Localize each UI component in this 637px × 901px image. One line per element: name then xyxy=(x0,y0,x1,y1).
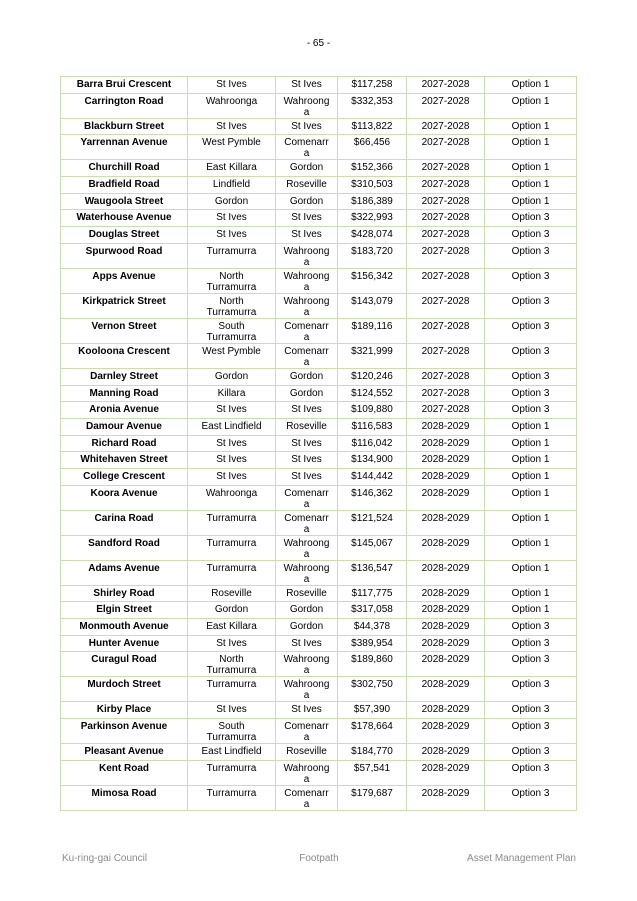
road-name-cell: Hunter Avenue xyxy=(61,635,188,652)
area-cell: Gordon xyxy=(276,602,338,619)
cost-cell: $156,342 xyxy=(338,268,407,293)
table-row xyxy=(61,760,577,785)
table-row xyxy=(61,160,577,177)
option-cell: Option 1 xyxy=(485,602,577,619)
road-name-cell: Yarrennan Avenue xyxy=(61,135,188,160)
year-cell: 2028-2029 xyxy=(407,535,485,560)
year-cell: 2028-2029 xyxy=(407,510,485,535)
road-name-cell: Curagul Road xyxy=(61,652,188,677)
table-row xyxy=(61,268,577,293)
option-cell: Option 1 xyxy=(485,485,577,510)
cost-cell: $332,353 xyxy=(338,93,407,118)
footer-document-title: Asset Management Plan xyxy=(467,853,576,864)
table-row xyxy=(61,535,577,560)
year-cell: 2028-2029 xyxy=(407,652,485,677)
option-cell: Option 3 xyxy=(485,760,577,785)
table-row xyxy=(61,560,577,585)
cost-cell: $136,547 xyxy=(338,560,407,585)
table-row xyxy=(61,243,577,268)
cost-cell: $57,390 xyxy=(338,702,407,719)
table-row xyxy=(61,468,577,485)
option-cell: Option 1 xyxy=(485,452,577,469)
suburb-cell: Turramurra xyxy=(188,677,276,702)
year-cell: 2027-2028 xyxy=(407,343,485,368)
area-cell: Gordon xyxy=(276,619,338,636)
cost-cell: $189,860 xyxy=(338,652,407,677)
suburb-cell: East Lindfield xyxy=(188,418,276,435)
option-cell: Option 3 xyxy=(485,719,577,744)
year-cell: 2027-2028 xyxy=(407,118,485,135)
suburb-cell: East Lindfield xyxy=(188,744,276,761)
suburb-cell: Turramurra xyxy=(188,510,276,535)
table-row xyxy=(61,402,577,419)
option-cell: Option 3 xyxy=(485,702,577,719)
option-cell: Option 3 xyxy=(485,619,577,636)
cost-cell: $389,954 xyxy=(338,635,407,652)
area-cell: St Ives xyxy=(276,452,338,469)
cost-cell: $183,720 xyxy=(338,243,407,268)
option-cell: Option 3 xyxy=(485,227,577,244)
area-cell: Gordon xyxy=(276,385,338,402)
road-name-cell: Churchill Road xyxy=(61,160,188,177)
option-cell: Option 3 xyxy=(485,744,577,761)
road-name-cell: Kooloona Crescent xyxy=(61,343,188,368)
road-name-cell: Kirby Place xyxy=(61,702,188,719)
suburb-cell: Turramurra xyxy=(188,785,276,810)
cost-cell: $117,775 xyxy=(338,585,407,602)
option-cell: Option 1 xyxy=(485,193,577,210)
year-cell: 2028-2029 xyxy=(407,585,485,602)
area-cell: Roseville xyxy=(276,177,338,194)
year-cell: 2028-2029 xyxy=(407,485,485,510)
area-cell: St Ives xyxy=(276,77,338,94)
option-cell: Option 1 xyxy=(485,585,577,602)
area-cell: Comenarr a xyxy=(276,343,338,368)
page-number: - 65 - xyxy=(306,38,331,49)
road-name-cell: Kirkpatrick Street xyxy=(61,293,188,318)
year-cell: 2027-2028 xyxy=(407,77,485,94)
option-cell: Option 3 xyxy=(485,293,577,318)
year-cell: 2027-2028 xyxy=(407,135,485,160)
road-name-cell: Elgin Street xyxy=(61,602,188,619)
road-name-cell: Whitehaven Street xyxy=(61,452,188,469)
area-cell: Wahroong a xyxy=(276,677,338,702)
area-cell: Gordon xyxy=(276,193,338,210)
area-cell: Wahroong a xyxy=(276,560,338,585)
table-row xyxy=(61,585,577,602)
area-cell: St Ives xyxy=(276,435,338,452)
table-row xyxy=(61,635,577,652)
suburb-cell: Gordon xyxy=(188,193,276,210)
road-name-cell: Murdoch Street xyxy=(61,677,188,702)
option-cell: Option 3 xyxy=(485,635,577,652)
table-row xyxy=(61,602,577,619)
area-cell: Wahroong a xyxy=(276,652,338,677)
table-row xyxy=(61,177,577,194)
area-cell: Wahroong a xyxy=(276,243,338,268)
table-row xyxy=(61,368,577,385)
road-name-cell: Mimosa Road xyxy=(61,785,188,810)
road-name-cell: Vernon Street xyxy=(61,318,188,343)
road-name-cell: Carrington Road xyxy=(61,93,188,118)
area-cell: Comenarr a xyxy=(276,510,338,535)
option-cell: Option 3 xyxy=(485,210,577,227)
cost-cell: $428,074 xyxy=(338,227,407,244)
cost-cell: $124,552 xyxy=(338,385,407,402)
cost-cell: $44,378 xyxy=(338,619,407,636)
cost-cell: $179,687 xyxy=(338,785,407,810)
table-row xyxy=(61,118,577,135)
road-name-cell: Shirley Road xyxy=(61,585,188,602)
cost-cell: $186,389 xyxy=(338,193,407,210)
area-cell: Comenarr a xyxy=(276,485,338,510)
cost-cell: $144,442 xyxy=(338,468,407,485)
suburb-cell: Killara xyxy=(188,385,276,402)
table-row xyxy=(61,744,577,761)
year-cell: 2027-2028 xyxy=(407,160,485,177)
option-cell: Option 3 xyxy=(485,243,577,268)
suburb-cell: St Ives xyxy=(188,118,276,135)
year-cell: 2027-2028 xyxy=(407,318,485,343)
road-name-cell: Koora Avenue xyxy=(61,485,188,510)
year-cell: 2028-2029 xyxy=(407,760,485,785)
road-name-cell: Barra Brui Crescent xyxy=(61,77,188,94)
year-cell: 2028-2029 xyxy=(407,702,485,719)
year-cell: 2027-2028 xyxy=(407,243,485,268)
table-row xyxy=(61,702,577,719)
table-row xyxy=(61,193,577,210)
cost-cell: $310,503 xyxy=(338,177,407,194)
road-name-cell: College Crescent xyxy=(61,468,188,485)
table-row xyxy=(61,677,577,702)
road-name-cell: Spurwood Road xyxy=(61,243,188,268)
road-name-cell: Richard Road xyxy=(61,435,188,452)
road-name-cell: Douglas Street xyxy=(61,227,188,244)
option-cell: Option 3 xyxy=(485,385,577,402)
table-row xyxy=(61,318,577,343)
year-cell: 2027-2028 xyxy=(407,177,485,194)
suburb-cell: St Ives xyxy=(188,635,276,652)
option-cell: Option 1 xyxy=(485,77,577,94)
road-name-cell: Manning Road xyxy=(61,385,188,402)
year-cell: 2027-2028 xyxy=(407,385,485,402)
road-name-cell: Damour Avenue xyxy=(61,418,188,435)
suburb-cell: Wahroonga xyxy=(188,93,276,118)
table-row xyxy=(61,210,577,227)
year-cell: 2028-2029 xyxy=(407,635,485,652)
cost-cell: $57,541 xyxy=(338,760,407,785)
area-cell: Comenarr a xyxy=(276,318,338,343)
year-cell: 2028-2029 xyxy=(407,418,485,435)
area-cell: Gordon xyxy=(276,368,338,385)
cost-cell: $143,079 xyxy=(338,293,407,318)
table-row xyxy=(61,510,577,535)
year-cell: 2028-2029 xyxy=(407,677,485,702)
year-cell: 2027-2028 xyxy=(407,368,485,385)
area-cell: St Ives xyxy=(276,468,338,485)
cost-cell: $145,067 xyxy=(338,535,407,560)
option-cell: Option 1 xyxy=(485,118,577,135)
area-cell: Roseville xyxy=(276,744,338,761)
option-cell: Option 3 xyxy=(485,402,577,419)
cost-cell: $146,362 xyxy=(338,485,407,510)
area-cell: Comenarr a xyxy=(276,719,338,744)
cost-cell: $116,583 xyxy=(338,418,407,435)
cost-cell: $321,999 xyxy=(338,343,407,368)
year-cell: 2027-2028 xyxy=(407,193,485,210)
suburb-cell: Turramurra xyxy=(188,560,276,585)
area-cell: St Ives xyxy=(276,702,338,719)
cost-cell: $134,900 xyxy=(338,452,407,469)
road-name-cell: Waugoola Street xyxy=(61,193,188,210)
year-cell: 2027-2028 xyxy=(407,227,485,244)
suburb-cell: St Ives xyxy=(188,77,276,94)
suburb-cell: North Turramurra xyxy=(188,652,276,677)
table-row xyxy=(61,418,577,435)
table-row xyxy=(61,619,577,636)
suburb-cell: West Pymble xyxy=(188,135,276,160)
suburb-cell: East Killara xyxy=(188,619,276,636)
table-row xyxy=(61,385,577,402)
road-name-cell: Bradfield Road xyxy=(61,177,188,194)
suburb-cell: St Ives xyxy=(188,435,276,452)
suburb-cell: East Killara xyxy=(188,160,276,177)
cost-cell: $189,116 xyxy=(338,318,407,343)
option-cell: Option 3 xyxy=(485,785,577,810)
road-name-cell: Sandford Road xyxy=(61,535,188,560)
suburb-cell: South Turramurra xyxy=(188,318,276,343)
suburb-cell: Lindfield xyxy=(188,177,276,194)
suburb-cell: Wahroonga xyxy=(188,485,276,510)
table-row xyxy=(61,485,577,510)
option-cell: Option 1 xyxy=(485,177,577,194)
area-cell: St Ives xyxy=(276,402,338,419)
option-cell: Option 1 xyxy=(485,560,577,585)
area-cell: St Ives xyxy=(276,635,338,652)
table-row xyxy=(61,652,577,677)
table-row xyxy=(61,435,577,452)
area-cell: Roseville xyxy=(276,418,338,435)
cost-cell: $117,258 xyxy=(338,77,407,94)
area-cell: Wahroong a xyxy=(276,293,338,318)
option-cell: Option 3 xyxy=(485,677,577,702)
suburb-cell: South Turramurra xyxy=(188,719,276,744)
area-cell: St Ives xyxy=(276,210,338,227)
year-cell: 2028-2029 xyxy=(407,719,485,744)
area-cell: Comenarr a xyxy=(276,785,338,810)
year-cell: 2028-2029 xyxy=(407,468,485,485)
road-name-cell: Carina Road xyxy=(61,510,188,535)
suburb-cell: St Ives xyxy=(188,702,276,719)
area-cell: Gordon xyxy=(276,160,338,177)
road-name-cell: Monmouth Avenue xyxy=(61,619,188,636)
footpath-works-table xyxy=(60,76,577,811)
option-cell: Option 1 xyxy=(485,435,577,452)
suburb-cell: West Pymble xyxy=(188,343,276,368)
year-cell: 2028-2029 xyxy=(407,744,485,761)
year-cell: 2027-2028 xyxy=(407,293,485,318)
works-table-body xyxy=(61,77,577,811)
road-name-cell: Apps Avenue xyxy=(61,268,188,293)
option-cell: Option 1 xyxy=(485,468,577,485)
year-cell: 2028-2029 xyxy=(407,785,485,810)
cost-cell: $113,822 xyxy=(338,118,407,135)
cost-cell: $317,058 xyxy=(338,602,407,619)
table-row xyxy=(61,227,577,244)
suburb-cell: Turramurra xyxy=(188,535,276,560)
suburb-cell: Roseville xyxy=(188,585,276,602)
road-name-cell: Waterhouse Avenue xyxy=(61,210,188,227)
suburb-cell: St Ives xyxy=(188,452,276,469)
table-row xyxy=(61,719,577,744)
suburb-cell: St Ives xyxy=(188,468,276,485)
suburb-cell: North Turramurra xyxy=(188,268,276,293)
year-cell: 2028-2029 xyxy=(407,602,485,619)
area-cell: St Ives xyxy=(276,227,338,244)
footer-council-name: Ku-ring-gai Council xyxy=(62,853,148,864)
table-row xyxy=(61,293,577,318)
suburb-cell: St Ives xyxy=(188,402,276,419)
table-row xyxy=(61,452,577,469)
option-cell: Option 1 xyxy=(485,418,577,435)
road-name-cell: Kent Road xyxy=(61,760,188,785)
area-cell: Wahroong a xyxy=(276,268,338,293)
cost-cell: $322,993 xyxy=(338,210,407,227)
cost-cell: $116,042 xyxy=(338,435,407,452)
suburb-cell: Turramurra xyxy=(188,760,276,785)
table-row xyxy=(61,93,577,118)
year-cell: 2027-2028 xyxy=(407,268,485,293)
cost-cell: $66,456 xyxy=(338,135,407,160)
year-cell: 2028-2029 xyxy=(407,452,485,469)
road-name-cell: Darnley Street xyxy=(61,368,188,385)
option-cell: Option 3 xyxy=(485,318,577,343)
option-cell: Option 3 xyxy=(485,268,577,293)
cost-cell: $302,750 xyxy=(338,677,407,702)
cost-cell: $184,770 xyxy=(338,744,407,761)
suburb-cell: North Turramurra xyxy=(188,293,276,318)
page-footer xyxy=(62,853,576,867)
year-cell: 2027-2028 xyxy=(407,402,485,419)
cost-cell: $121,524 xyxy=(338,510,407,535)
area-cell: Roseville xyxy=(276,585,338,602)
cost-cell: $109,880 xyxy=(338,402,407,419)
year-cell: 2028-2029 xyxy=(407,435,485,452)
option-cell: Option 1 xyxy=(485,160,577,177)
footer-section-name: Footpath xyxy=(299,853,339,864)
road-name-cell: Blackburn Street xyxy=(61,118,188,135)
option-cell: Option 3 xyxy=(485,368,577,385)
cost-cell: $120,246 xyxy=(338,368,407,385)
area-cell: Wahroong a xyxy=(276,535,338,560)
table-row xyxy=(61,135,577,160)
suburb-cell: Gordon xyxy=(188,368,276,385)
cost-cell: $178,664 xyxy=(338,719,407,744)
suburb-cell: St Ives xyxy=(188,210,276,227)
option-cell: Option 3 xyxy=(485,343,577,368)
suburb-cell: St Ives xyxy=(188,227,276,244)
area-cell: Wahroong a xyxy=(276,760,338,785)
option-cell: Option 1 xyxy=(485,135,577,160)
road-name-cell: Parkinson Avenue xyxy=(61,719,188,744)
suburb-cell: Turramurra xyxy=(188,243,276,268)
year-cell: 2027-2028 xyxy=(407,93,485,118)
area-cell: Comenarr a xyxy=(276,135,338,160)
table-row xyxy=(61,343,577,368)
road-name-cell: Adams Avenue xyxy=(61,560,188,585)
road-name-cell: Pleasant Avenue xyxy=(61,744,188,761)
area-cell: Wahroong a xyxy=(276,93,338,118)
table-row xyxy=(61,77,577,94)
option-cell: Option 1 xyxy=(485,535,577,560)
year-cell: 2027-2028 xyxy=(407,210,485,227)
option-cell: Option 3 xyxy=(485,652,577,677)
suburb-cell: Gordon xyxy=(188,602,276,619)
option-cell: Option 1 xyxy=(485,510,577,535)
year-cell: 2028-2029 xyxy=(407,560,485,585)
year-cell: 2028-2029 xyxy=(407,619,485,636)
table-row xyxy=(61,785,577,810)
cost-cell: $152,366 xyxy=(338,160,407,177)
option-cell: Option 1 xyxy=(485,93,577,118)
road-name-cell: Aronia Avenue xyxy=(61,402,188,419)
area-cell: St Ives xyxy=(276,118,338,135)
